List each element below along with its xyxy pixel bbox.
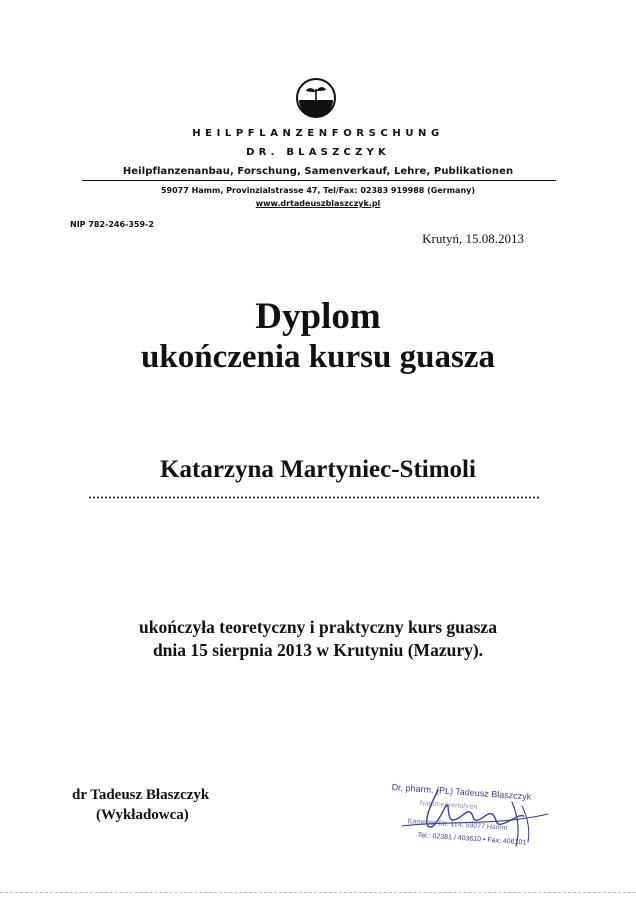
- completion-statement: ukończyła teoretyczny i praktyczny kurs guasza: [139, 617, 497, 637]
- institute-website: www.drtadeuszblaszczyk.pl: [255, 199, 381, 208]
- institute-address: 59077 Hamm, Provinzialstrasse 47, Tel/Fax: 02383 919988 (Germany): [160, 186, 476, 195]
- handwritten-signature: [372, 776, 584, 858]
- signatory-name: dr Tadeusz Błaszczyk: [72, 787, 210, 803]
- signatory-role: (Wykładowca): [96, 807, 189, 823]
- recipient-name: Katarzyna Martyniec-Stimoli: [160, 456, 476, 483]
- header-divider: [82, 180, 556, 181]
- dotted-underline: [88, 496, 540, 499]
- stamp-line-address: Kamener Str. 114, 59077 Hamm: [407, 818, 508, 832]
- diploma-subtitle: ukończenia kursu guasza: [141, 339, 495, 375]
- diploma-title: Dyplom: [255, 296, 381, 337]
- page-bottom-edge: [0, 892, 636, 893]
- institute-name: HEILPFLANZENFORSCHUNG: [192, 128, 444, 139]
- stamp-line-specialty: Naturheilverfahren: [419, 800, 478, 812]
- institute-owner: DR. BLASZCZYK: [246, 147, 390, 158]
- stamp-line-phone: Tel.: 02381 / 403610 • Fax: 406101: [417, 832, 527, 847]
- place-and-date: Krutyń, 15.08.2013: [422, 231, 524, 246]
- plant-logo-icon: [294, 76, 338, 120]
- official-stamp: [372, 776, 584, 858]
- stamp-line-name: Dr. pharm. (PL) Tadeusz Blaszczyk: [391, 782, 532, 802]
- completion-date-place: dnia 15 sierpnia 2013 w Krutyniu (Mazury).: [152, 640, 484, 660]
- institute-activities: Heilpflanzenanbau, Forschung, Samenverkauf, Lehre, Publikationen: [122, 166, 514, 177]
- tax-id: NIP 782-246-359-2: [70, 220, 154, 229]
